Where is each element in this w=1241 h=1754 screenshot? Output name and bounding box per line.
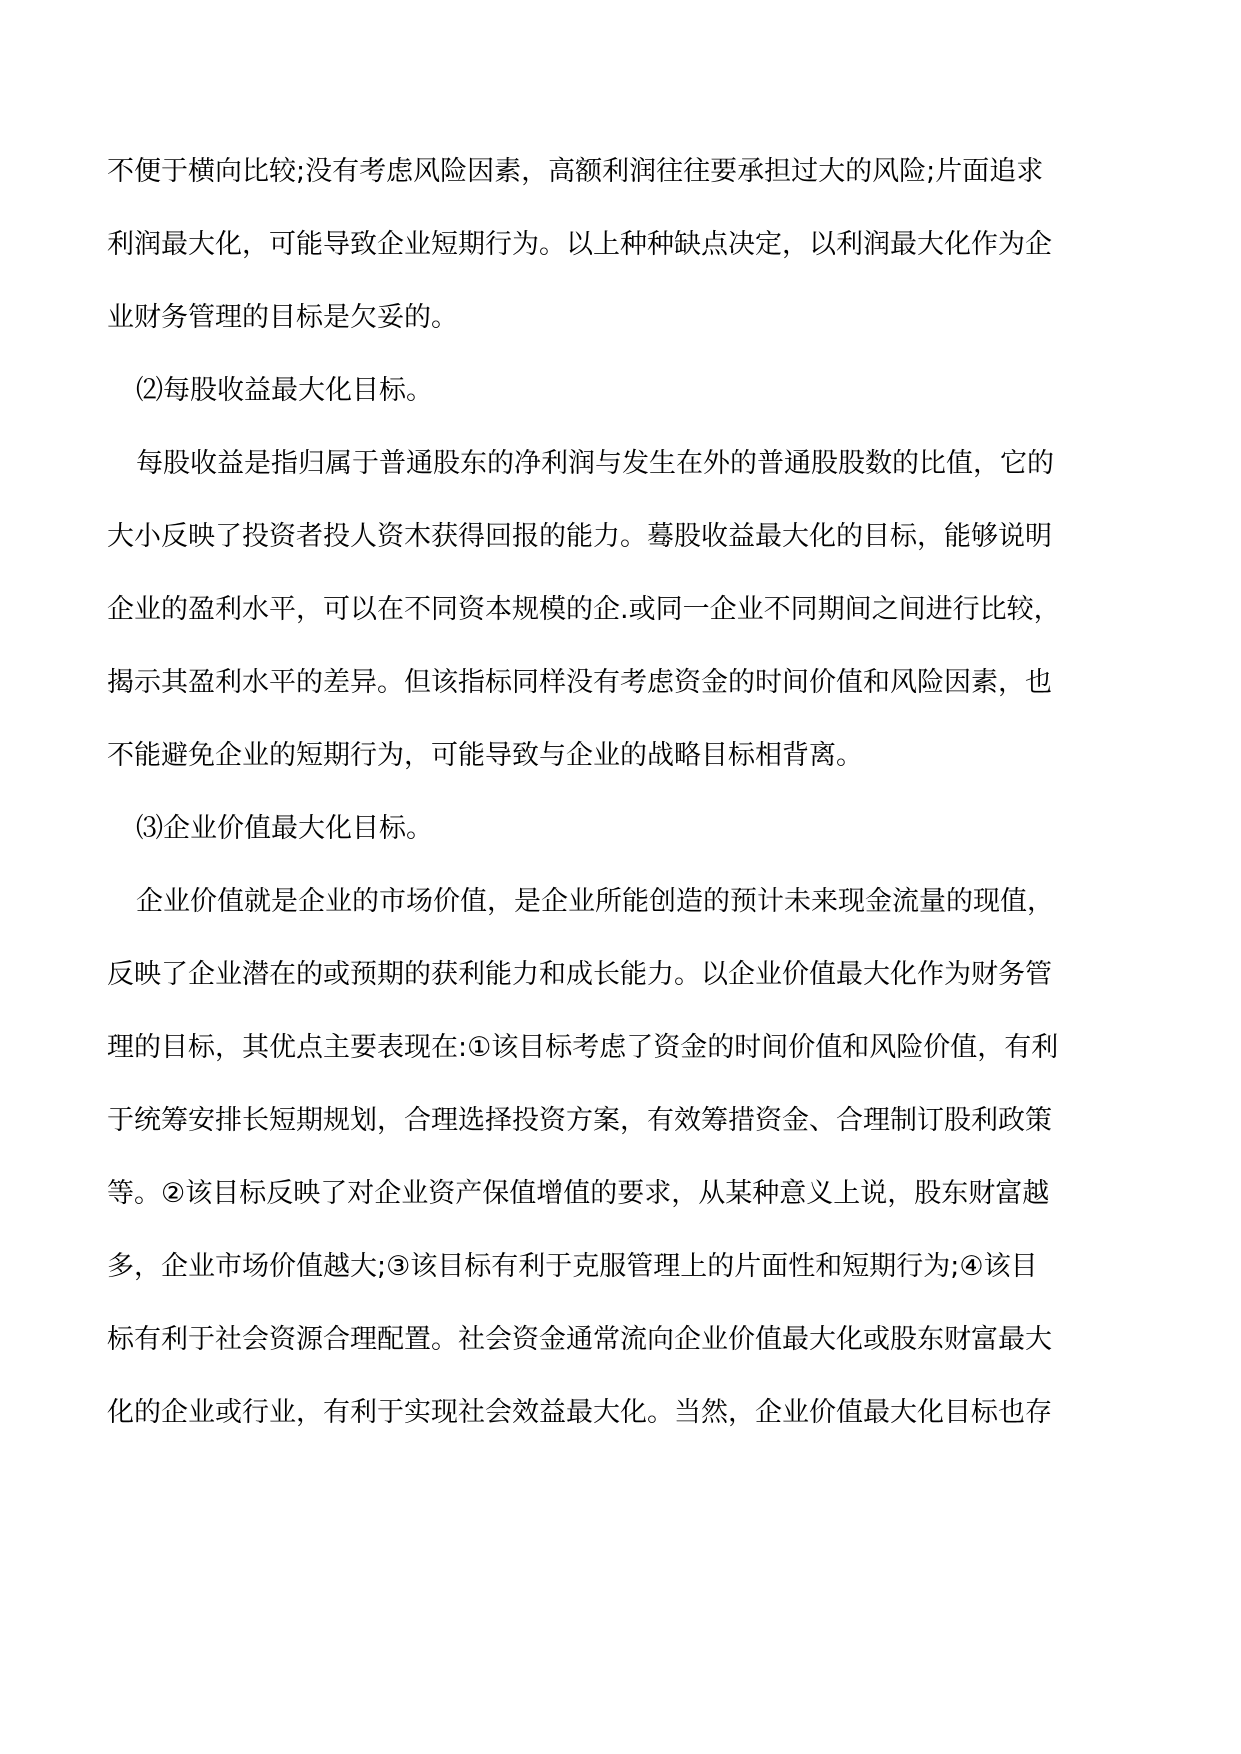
text-line: 化的企业或行业，有利于实现社会效益最大化。当然，企业价值最大化目标也存: [107, 1397, 1052, 1428]
section-heading: ⑵每股收益最大化目标。: [136, 375, 433, 406]
text-line: 业财务管理的目标是欠妥的。: [107, 302, 458, 333]
text-line: 企业价值就是企业的市场价值，是企业所能创造的预计未来现金流量的现值，: [136, 886, 1054, 917]
text-line: 每股收益是指归属于普通股东的净利润与发生在外的普通股股数的比值，它的: [136, 448, 1054, 479]
text-line: 反映了企业潜在的或预期的获利能力和成长能力。以企业价值最大化作为财务管: [107, 959, 1052, 990]
text-line: 揭示其盈利水平的差异。但该指标同样没有考虑资金的时间价值和风险因素，也: [107, 667, 1052, 698]
text-line: 标有利于社会资源合理配置。社会资金通常流向企业价值最大化或股东财富最大: [107, 1324, 1052, 1355]
text-line: 不能避免企业的短期行为，可能导致与企业的战略目标相背离。: [107, 740, 863, 771]
text-line: 理的目标，其优点主要表现在:①该目标考虑了资金的时间价值和风险价值，有利: [107, 1032, 1059, 1063]
text-line: 大小反映了投资者投人资木获得回报的能力。蓦股收益最大化的目标，能够说明: [107, 521, 1052, 552]
text-line: 多，企业市场价值越大;③该目标有利于克服管理上的片面性和短期行为;④该目: [107, 1251, 1038, 1282]
text-line: 于统筹安排长短期规划，合理选择投资方案，有效筹措资金、合理制订股利政策: [107, 1105, 1052, 1136]
text-line: 等。②该目标反映了对企业资产保值增值的要求，从某种意义上说，股东财富越: [107, 1178, 1050, 1209]
section-heading: ⑶企业价值最大化目标。: [136, 813, 433, 844]
text-line: 不便于横向比较;没有考虑风险因素，高额利润往往要承担过大的风险;片面追求: [107, 156, 1044, 187]
text-line: 企业的盈利水平，可以在不同资本规模的企.或同一企业不同期间之间进行比较，: [107, 594, 1061, 625]
text-line: 利润最大化，可能导致企业短期行为。以上种种缺点决定，以利润最大化作为企: [107, 229, 1052, 260]
